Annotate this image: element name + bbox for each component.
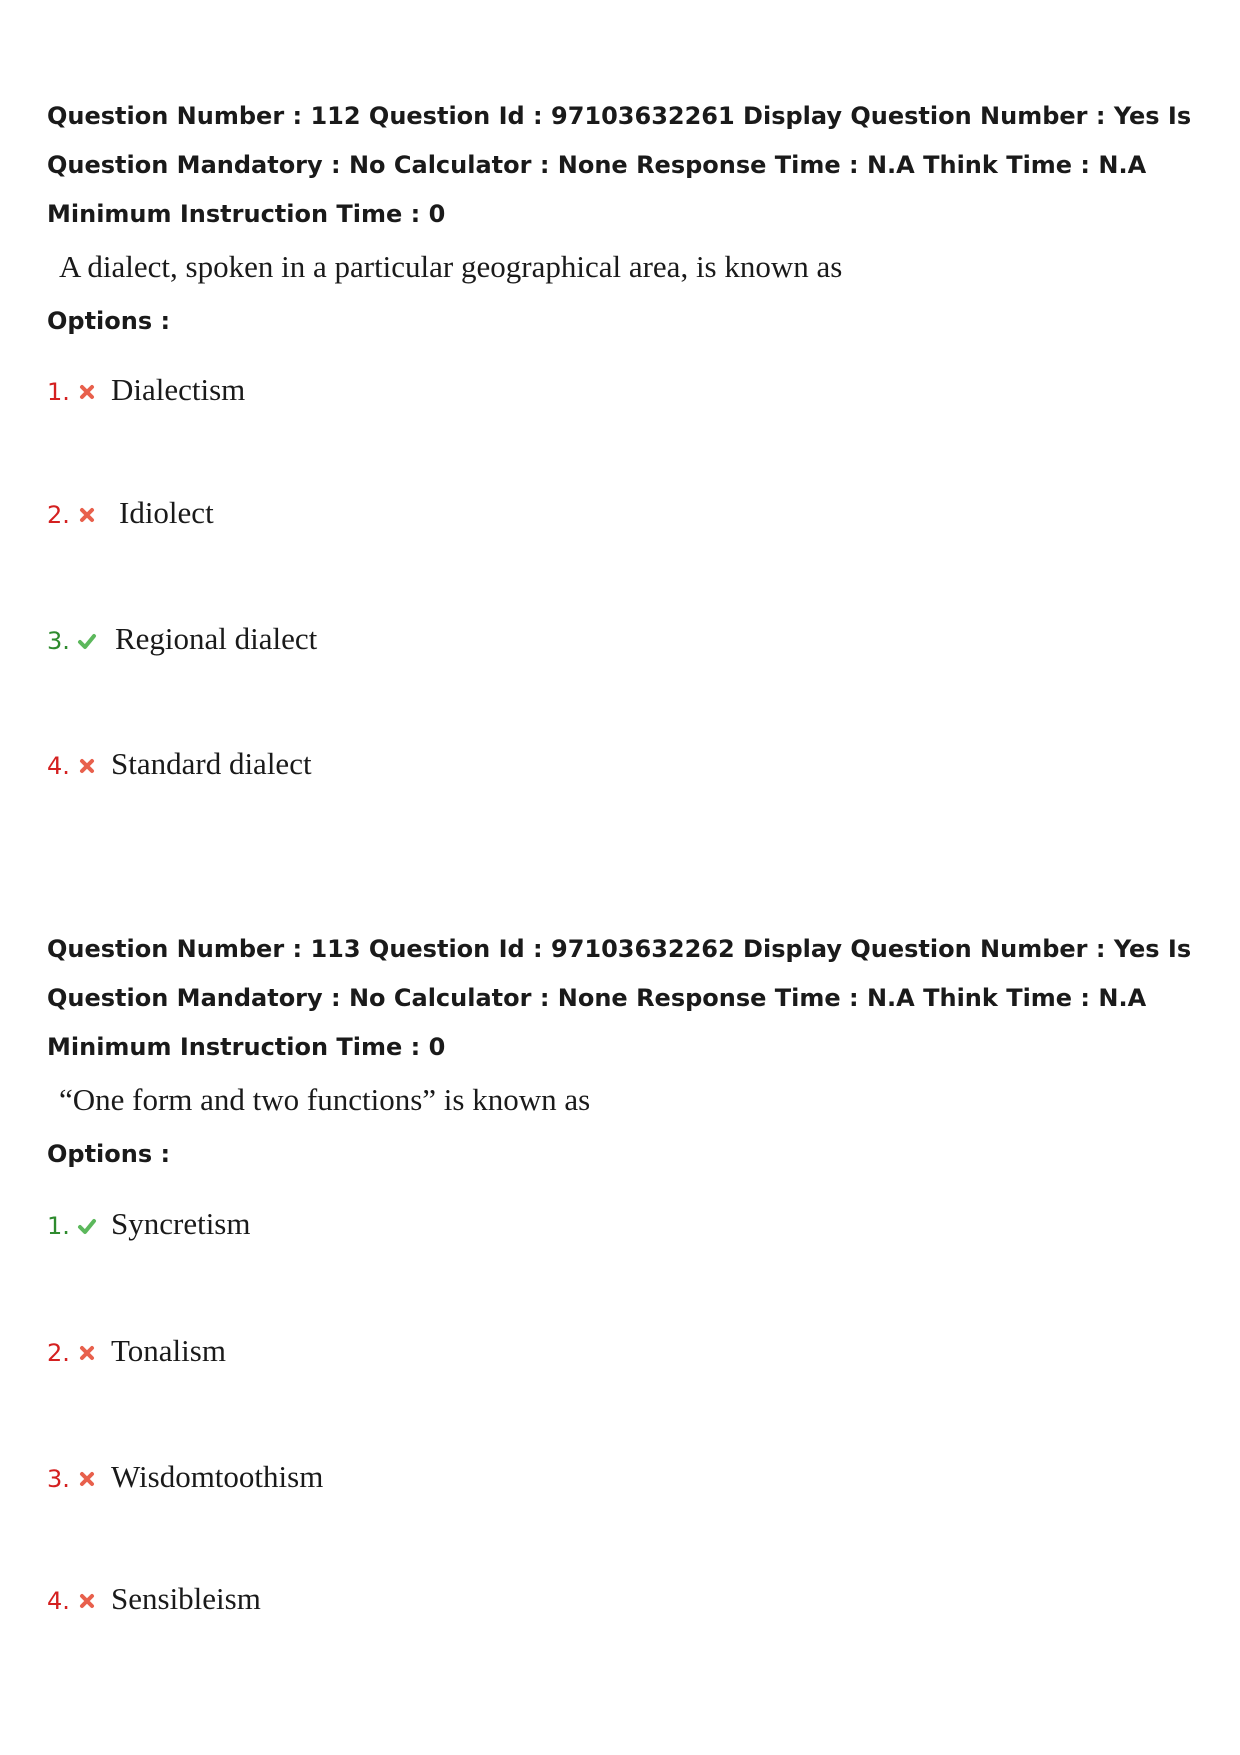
cross-icon bbox=[77, 382, 97, 402]
question-block bbox=[47, 925, 1207, 1174]
check-icon bbox=[77, 631, 97, 651]
option-number: 4. bbox=[47, 1587, 70, 1615]
cross-icon bbox=[77, 1343, 97, 1363]
option-item[interactable] bbox=[47, 372, 245, 408]
option-number: 2. bbox=[47, 501, 70, 529]
question-header: Question Number : 113 Question Id : 97103632262 Display Question Number : Yes Is Question Mandatory : No Calculator : None Response Time : N.A Think Time : N.A Minimum Instruction Time : 0 bbox=[47, 935, 1192, 1061]
options-label: Options : bbox=[47, 1140, 171, 1168]
option-item[interactable] bbox=[47, 1206, 251, 1242]
cross-icon bbox=[77, 1469, 97, 1489]
option-number: 1. bbox=[47, 1212, 70, 1240]
option-item[interactable] bbox=[47, 746, 312, 782]
question-text: A dialect, spoken in a particular geographical area, is known as bbox=[59, 249, 843, 284]
option-text: Wisdomtoothism bbox=[111, 1459, 324, 1494]
option-item[interactable] bbox=[47, 621, 317, 657]
option-number: 4. bbox=[47, 752, 70, 780]
question-header: Question Number : 112 Question Id : 97103632261 Display Question Number : Yes Is Question Mandatory : No Calculator : None Response Time : N.A Think Time : N.A Minimum Instruction Time : 0 bbox=[47, 102, 1192, 228]
check-icon bbox=[77, 1216, 97, 1236]
option-number: 3. bbox=[47, 1465, 70, 1493]
cross-icon bbox=[77, 756, 97, 776]
cross-icon bbox=[77, 1591, 97, 1611]
option-item[interactable] bbox=[47, 1459, 323, 1495]
option-text: Sensibleism bbox=[111, 1581, 261, 1616]
option-item[interactable] bbox=[47, 1333, 226, 1369]
option-item[interactable] bbox=[47, 495, 214, 531]
option-text: Regional dialect bbox=[115, 621, 318, 656]
cross-icon bbox=[77, 505, 97, 525]
question-text: “One form and two functions” is known as bbox=[59, 1082, 591, 1117]
option-item[interactable] bbox=[47, 1581, 261, 1617]
option-text: Idiolect bbox=[119, 495, 214, 530]
option-text: Dialectism bbox=[111, 372, 246, 407]
options-label: Options : bbox=[47, 307, 171, 335]
option-number: 2. bbox=[47, 1339, 70, 1367]
option-text: Tonalism bbox=[111, 1333, 226, 1368]
option-text: Syncretism bbox=[111, 1206, 251, 1241]
question-block bbox=[47, 92, 1207, 341]
option-text: Standard dialect bbox=[111, 746, 312, 781]
option-number: 3. bbox=[47, 627, 70, 655]
option-number: 1. bbox=[47, 378, 70, 406]
